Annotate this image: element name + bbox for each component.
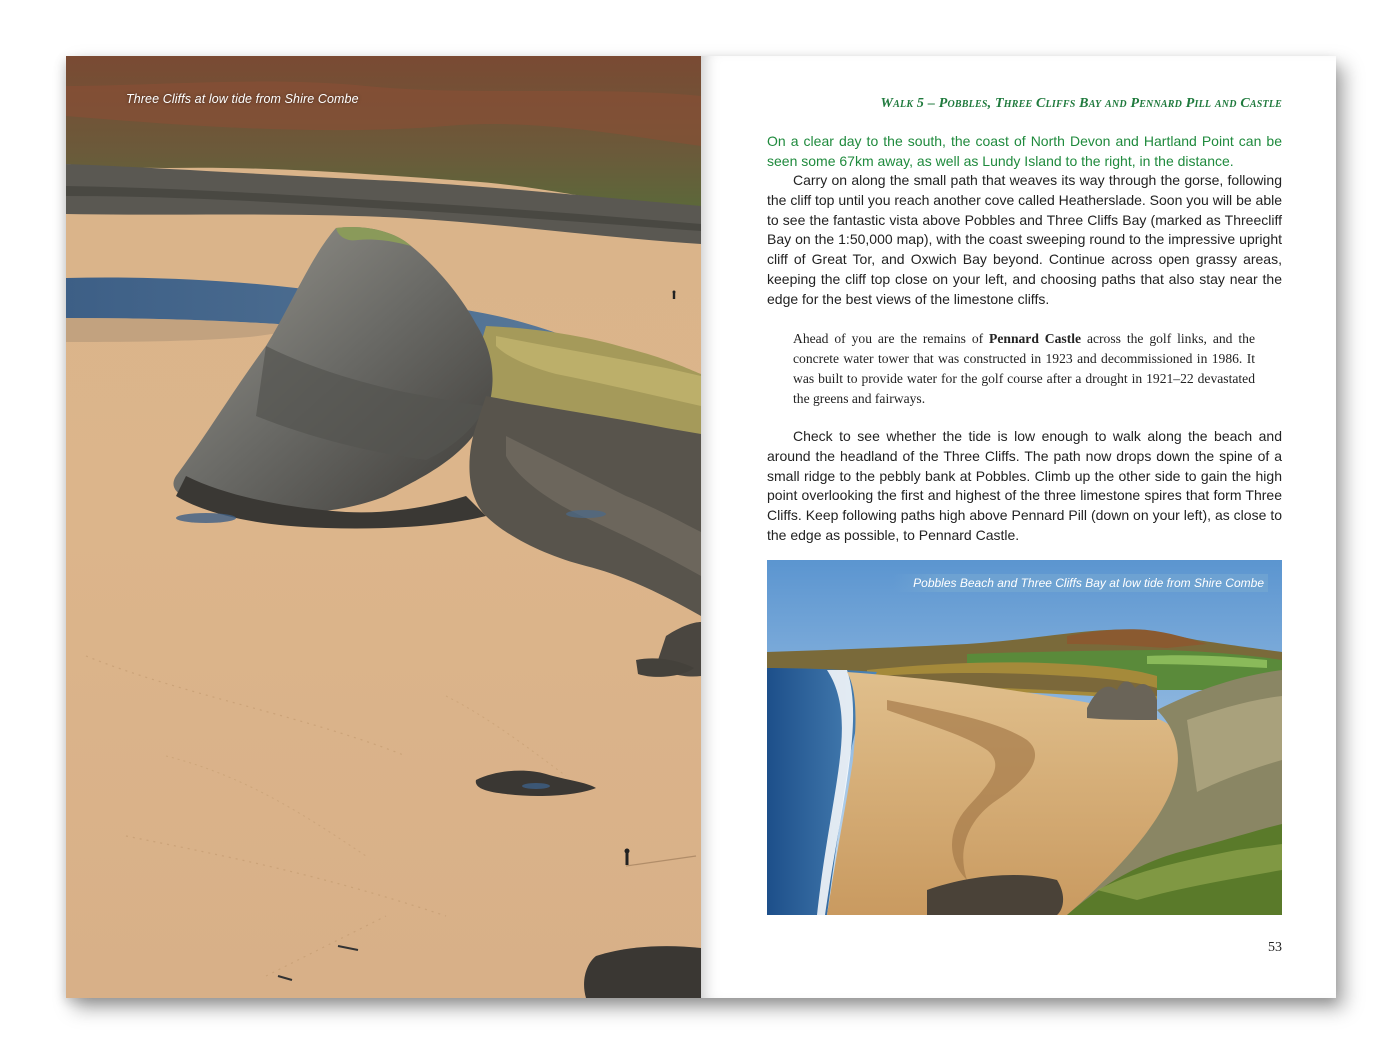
right-photo-caption: Pobbles Beach and Three Cliffs Bay at low tide from Shire Combe bbox=[893, 574, 1268, 592]
page-number: 53 bbox=[1268, 940, 1282, 955]
info-box bbox=[793, 329, 1255, 409]
left-page bbox=[66, 56, 701, 998]
info-box-text-after: across the golf links, and the concrete water tower that was constructed in 1923 and decommissioned in 1986. It was built to provide water for the golf course after a drought in 1921–22 devastated the greens and fairways. bbox=[793, 331, 1255, 406]
running-head: Walk 5 – Pobbles, Three Cliffs Bay and Pennard Pill and Castle bbox=[880, 96, 1282, 111]
book-spread bbox=[66, 56, 1336, 998]
body-paragraph-2: Check to see whether the tide is low enough to walk along the beach and around the headland of the Three Cliffs. The path now drops down the spine of a small ridge to the pebbly bank at Pobbles. Climb up the other side to gain the high point overlooking the first and highest of the three limestone spires that form Three Cliffs. Keep following paths high above Pennard Pill (down on your left), as close to the edge as possible, to Pennard Castle. bbox=[767, 428, 1282, 543]
pobbles-beach-photo bbox=[767, 560, 1282, 915]
left-photo-caption: Three Cliffs at low tide from Shire Combe bbox=[126, 92, 359, 106]
lead-paragraph: On a clear day to the south, the coast of North Devon and Hartland Point can be seen some 67km away, as well as Lundy Island to the right, in the distance. bbox=[767, 133, 1282, 169]
info-box-text-before: Ahead of you are the remains of bbox=[793, 331, 990, 346]
body-paragraph-1: Carry on along the small path that weaves its way through the gorse, following the cliff top until you reach another cove called Heatherslade. Soon you will be able to see the fantastic vista above Pobbles and Three Cliffs Bay (marked as Threecliff Bay on the 1:50,000 map), with the coast sweeping round to the impressive upright cliff of Great Tor, and Oxwich Bay beyond. Continue across open grassy areas, keeping the cliff top close on your left, and choosing paths that also stay near the edge for the best views of the limestone cliffs. bbox=[767, 172, 1282, 307]
three-cliffs-photo bbox=[66, 56, 701, 998]
right-page bbox=[701, 56, 1336, 998]
info-box-bold-term: Pennard Castle bbox=[989, 331, 1082, 346]
pobbles-beach-image bbox=[767, 560, 1282, 915]
